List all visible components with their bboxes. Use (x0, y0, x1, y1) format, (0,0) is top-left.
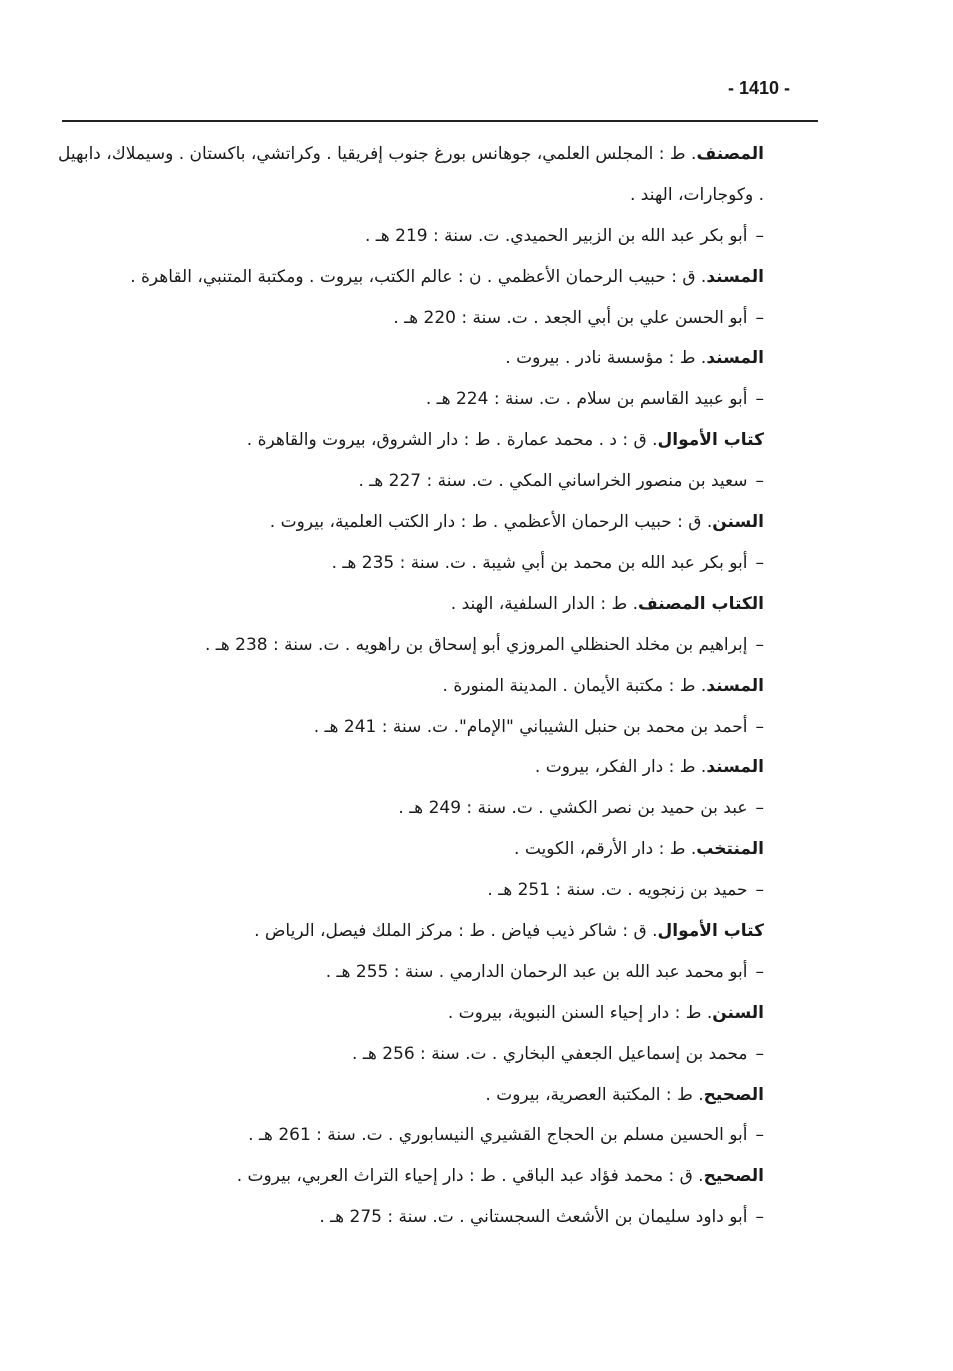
author-name: أبو الحسين مسلم بن الحجاج القشيري النيسابوري . ت. سنة : 261 هـ . (248, 1125, 748, 1146)
author-name: عبد بن حميد بن نصر الكشي . ت. سنة : 249 هـ . (398, 798, 748, 819)
author-name: حميد بن زنجويه . ت. سنة : 251 هـ . (487, 880, 748, 901)
entry-dash: – (755, 961, 764, 982)
book-entry (58, 502, 764, 543)
entry-dash: – (755, 471, 764, 492)
book-publication-details: . ق : شاكر ذيب فياض . ط : مركز الملك فيصل، الرياض . (254, 920, 658, 941)
book-publication-details: . ط : دار الأرقم، الكويت . (514, 839, 697, 860)
author-name: أبو بكر عبد الله بن الزبير الحميدي. ت. سنة : 219 هـ . (364, 225, 748, 246)
book-publication-details: . ق : حبيب الرحمان الأعظمي . ن : عالم الكتب، بيروت . ومكتبة المتنبي، القاهرة . (130, 266, 707, 287)
entry-dash: – (755, 634, 764, 655)
book-title: المسند (706, 348, 764, 369)
author-entry (58, 625, 764, 666)
author-entry (58, 379, 764, 420)
book-publication-details: . ق : محمد فؤاد عبد الباقي . ط : دار إحياء التراث العربي، بيروت . (236, 1166, 704, 1187)
author-name: أبو محمد عبد الله بن عبد الرحمان الدارمي . سنة : 255 هـ . (325, 961, 748, 982)
book-publication-details: . ط : مكتبة الأيمان . المدينة المنورة . (442, 675, 707, 696)
book-entry (58, 747, 764, 788)
book-entry (58, 993, 764, 1034)
entry-dash: – (755, 716, 764, 737)
entry-dash: – (755, 798, 764, 819)
book-publication-details: . ط : المكتبة العصرية، بيروت . (485, 1084, 704, 1105)
entry-dash: – (755, 389, 764, 410)
book-title: المسند (706, 757, 764, 778)
book-publication-details: . ط : دار الفكر، بيروت . (534, 757, 707, 778)
book-title: المصنف (696, 144, 764, 164)
page-number: - 1410 - (728, 78, 791, 98)
entry-dash: – (755, 1043, 764, 1064)
book-entry (58, 338, 764, 379)
book-title: كتاب الأموال (657, 920, 764, 941)
entry-dash: – (755, 1207, 764, 1228)
book-title: السنن (712, 1002, 764, 1023)
book-publication-details: . ط : المجلس العلمي، جوهانس بورغ جنوب إفريقيا . وكراتشي، باكستان . وسيملاك، دابهيل . وكوجارات، الهند . (58, 144, 764, 205)
author-entry (58, 1115, 764, 1156)
book-entry (58, 134, 764, 216)
book-publication-details: . ط : دار إحياء السنن النبوية، بيروت . (447, 1002, 713, 1023)
author-entry (58, 870, 764, 911)
book-entry (58, 1075, 764, 1116)
entry-dash: – (755, 1125, 764, 1146)
author-entry (58, 461, 764, 502)
entry-dash: – (755, 880, 764, 901)
header-rule (62, 120, 818, 122)
book-entry (58, 420, 764, 461)
author-entry (58, 543, 764, 584)
book-entry (58, 584, 764, 625)
book-title: كتاب الأموال (657, 430, 764, 451)
book-title: الصحيح (703, 1084, 764, 1105)
author-entry (58, 952, 764, 993)
author-name: محمد بن إسماعيل الجعفي البخاري . ت. سنة : 256 هـ . (352, 1043, 748, 1064)
book-title: الصحيح (703, 1166, 764, 1187)
book-title: السنن (712, 512, 764, 533)
author-name: إبراهيم بن مخلد الحنظلي المروزي أبو إسحاق بن راهويه . ت. سنة : 238 هـ . (204, 634, 748, 655)
author-entry (58, 298, 764, 339)
author-name: أحمد بن محمد بن حنبل الشيباني "الإمام". ت. سنة : 241 هـ . (313, 716, 748, 737)
author-name: أبو عبيد القاسم بن سلام . ت. سنة : 224 هـ . (425, 389, 748, 410)
author-name: أبو داود سليمان بن الأشعث السجستاني . ت. سنة : 275 هـ . (319, 1207, 748, 1228)
author-name: أبو بكر عبد الله بن محمد بن أبي شيبة . ت. سنة : 235 هـ . (331, 552, 748, 573)
book-entry (58, 911, 764, 952)
book-entry (58, 666, 764, 707)
book-title: المنتخب (696, 839, 764, 860)
book-entry (58, 1156, 764, 1197)
author-entry (58, 216, 764, 257)
book-publication-details: . ق : حبيب الرحمان الأعظمي . ط : دار الكتب العلمية، بيروت . (269, 512, 713, 533)
author-name: أبو الحسن علي بن أبي الجعد . ت. سنة : 220 هـ . (393, 307, 748, 328)
bibliography-list (58, 134, 764, 1238)
book-title: الكتاب المصنف (638, 593, 764, 614)
author-entry (58, 707, 764, 748)
author-entry (58, 1197, 764, 1238)
book-publication-details: . ط : مؤسسة نادر . بيروت . (505, 348, 707, 369)
book-publication-details: . ق : د . محمد عمارة . ط : دار الشروق، بيروت والقاهرة . (246, 430, 658, 451)
author-name: سعيد بن منصور الخراساني المكي . ت. سنة : 227 هـ . (358, 471, 748, 492)
entry-dash: – (755, 307, 764, 328)
book-publication-details: . ط : الدار السلفية، الهند . (450, 593, 639, 614)
author-entry (58, 788, 764, 829)
entry-dash: – (755, 552, 764, 573)
entry-dash: – (755, 225, 764, 246)
book-entry (58, 257, 764, 298)
author-entry (58, 1034, 764, 1075)
book-title: المسند (706, 675, 764, 696)
book-title: المسند (706, 266, 764, 287)
book-entry (58, 829, 764, 870)
